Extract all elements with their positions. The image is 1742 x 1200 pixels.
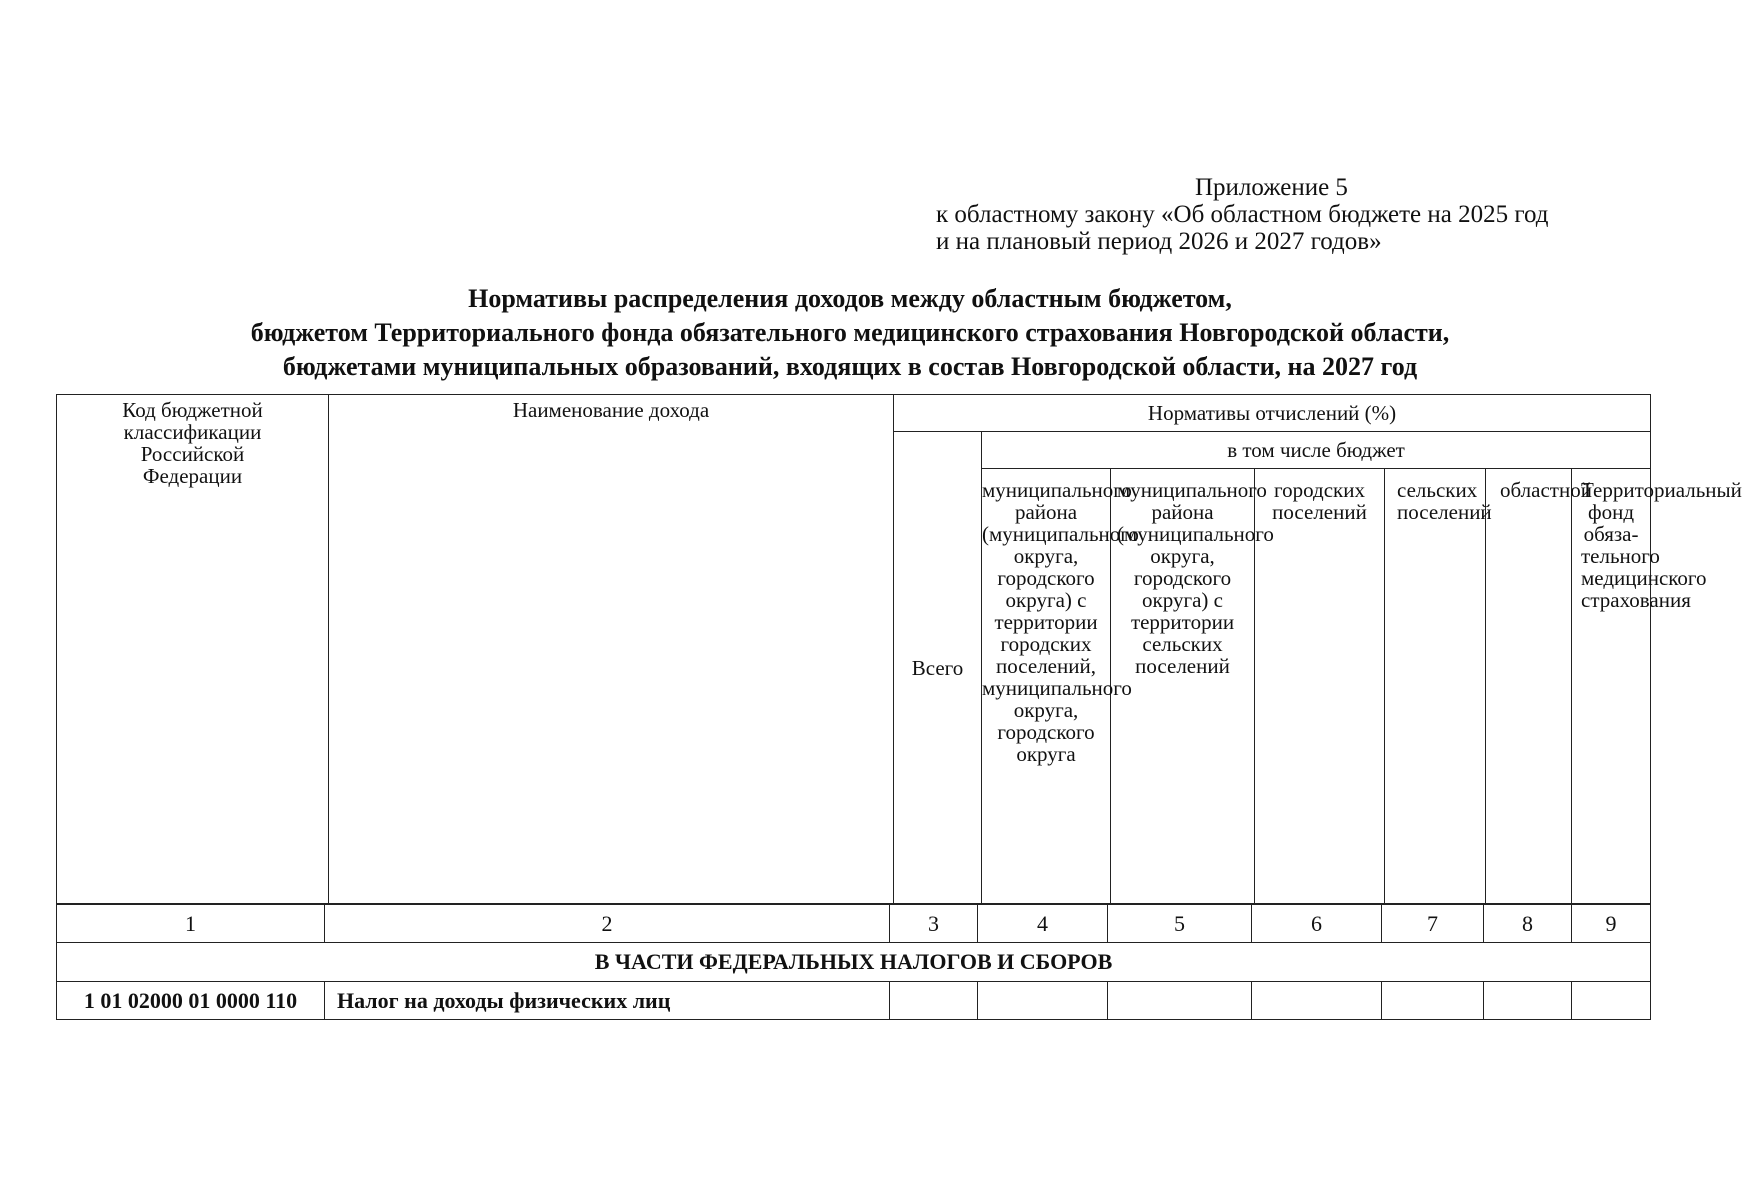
appendix-number: Приложение 5 [1195, 174, 1348, 201]
column-number: 9 [1572, 905, 1651, 943]
column-numbers-row [57, 905, 1651, 943]
value-cell [1252, 982, 1382, 1020]
column-number: 5 [1108, 905, 1252, 943]
value-cell [978, 982, 1108, 1020]
header-total: Всего [894, 432, 982, 904]
appendix-law-line1: к областному закону «Об областном бюджете на 2025 год [936, 201, 1549, 228]
appendix-note [936, 174, 1549, 255]
value-cell [1382, 982, 1484, 1020]
value-cell [890, 982, 978, 1020]
section-row [57, 943, 1651, 982]
title-line-2: бюджетом Территориального фонда обязательного медицинского страхования Новгородской области, [250, 318, 1450, 347]
income-name: Налог на доходы физических лиц [325, 982, 890, 1020]
column-number: 6 [1252, 905, 1382, 943]
header-col-regional: областной [1486, 469, 1572, 904]
header-col-rural-settlements: сельских поселений [1385, 469, 1486, 904]
document-title [60, 282, 1640, 384]
header-name: Наименование дохода [329, 395, 894, 904]
section-title: В ЧАСТИ ФЕДЕРАЛЬНЫХ НАЛОГОВ И СБОРОВ [57, 943, 1651, 982]
value-cell [1108, 982, 1252, 1020]
value-cell [1484, 982, 1572, 1020]
income-code: 1 01 02000 01 0000 110 [57, 982, 325, 1020]
header-norms: Нормативы отчислений (%) [894, 395, 1651, 432]
value-cell [1572, 982, 1651, 1020]
header-col-tfoms: Территориальный фонд обяза-тельного медицинского страхования [1572, 469, 1651, 904]
column-number: 1 [57, 905, 325, 943]
column-number: 8 [1484, 905, 1572, 943]
table-header [56, 394, 1742, 904]
header-including: в том числе бюджет [982, 432, 1651, 469]
header-col-urban-settlements: городских поселений [1255, 469, 1385, 904]
title-line-1: Нормативы распределения доходов между областным бюджетом, [468, 284, 1232, 313]
header-col-municipal-rural: муниципального района (муниципального округа, городского округа) с территории сельских поселений [1111, 469, 1255, 904]
column-number: 7 [1382, 905, 1484, 943]
column-number: 3 [890, 905, 978, 943]
header-code: Код бюджетной классификации Российской Федерации [57, 395, 329, 904]
appendix-law-line2: и на плановый период 2026 и 2027 годов» [936, 228, 1382, 255]
income-table [56, 904, 1651, 1020]
column-number: 2 [325, 905, 890, 943]
header-col-municipal-urban: муниципального района (муниципального округа, городского округа) с территории городских поселений, муниципального округа, городского округа [982, 469, 1111, 904]
table-row [57, 982, 1651, 1020]
column-number: 4 [978, 905, 1108, 943]
title-line-3: бюджетами муниципальных образований, входящих в состав Новгородской области, на 2027 год [282, 352, 1418, 381]
